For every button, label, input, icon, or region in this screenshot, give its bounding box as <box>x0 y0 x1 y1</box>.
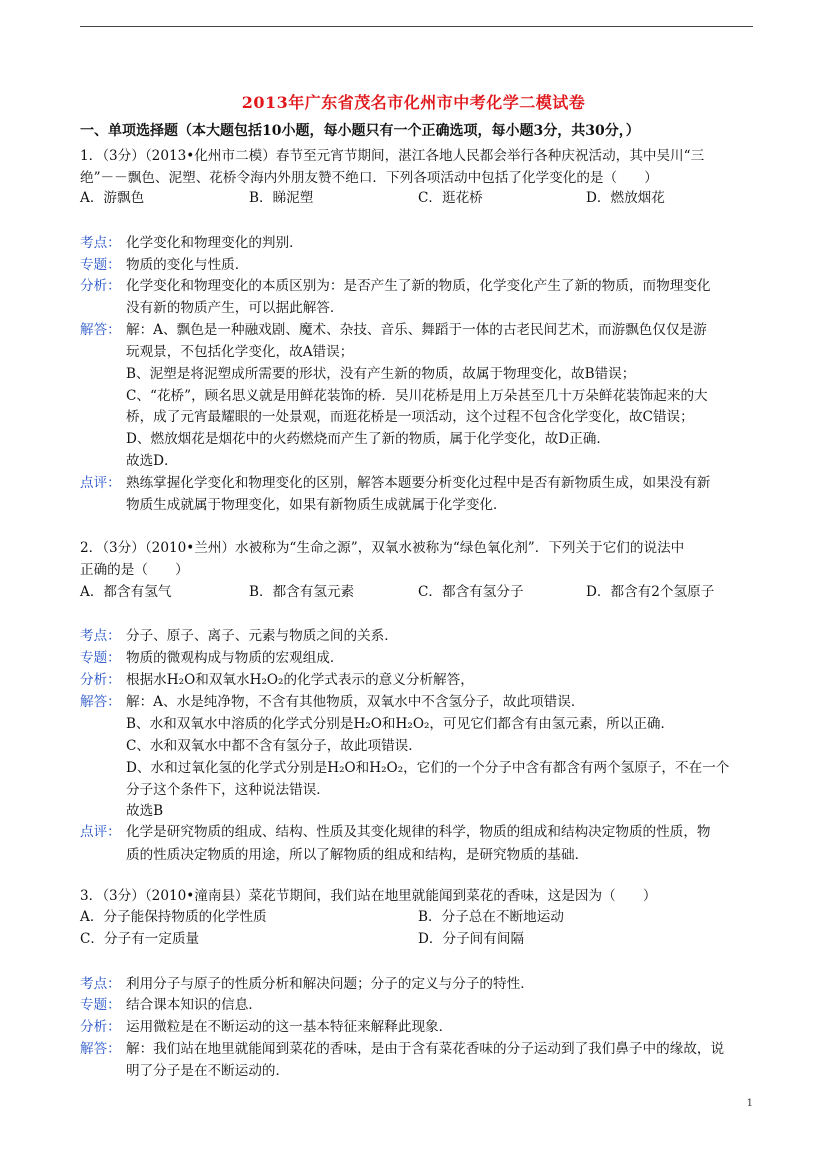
q1-option-d: D．燃放烟花 <box>586 190 665 206</box>
q1-stem-line: 1．（3分）（2013•化州市二模）春节至元宵节期间，湛江各地人民都会举行各种庆祝活动，其中吴川“三 <box>80 148 705 164</box>
q2-option-d: D．都含有2个氢原子 <box>586 584 715 600</box>
q1-option-a: A．游飘色 <box>80 190 145 206</box>
q3-option-d: D．分子间有间隔 <box>418 931 525 947</box>
q2-jieda-line: C、水和双氧水中都不含有氢分子，故此项错误． <box>126 738 422 754</box>
q1-option-b: B．睇泥塑 <box>249 190 314 206</box>
q2-option-c: C．都含有氢分子 <box>418 584 524 600</box>
q2-zhuanti: 物质的微观构成与物质的宏观组成． <box>126 650 344 666</box>
q1-dianping-line: 物质生成就属于物理变化，如果有新物质生成就属于化学变化． <box>126 497 507 513</box>
q1-jieda-label: 解答： <box>80 322 121 338</box>
section-heading: 一、单项选择题（本大题包括10小题，每小题只有一个正确选项，每小题3分，共30分，） <box>80 123 640 139</box>
q3-option-b: B．分子总在不断地运动 <box>418 909 564 925</box>
q2-fenxi-label: 分析： <box>80 672 121 688</box>
q2-fenxi: 根据水H₂O和双氧水H₂O₂的化学式表示的意义分析解答， <box>126 672 474 688</box>
q2-jieda-line: 故选B <box>126 803 164 819</box>
q2-stem-line: 正确的是（ ） <box>80 562 189 578</box>
q1-jieda-line: C、“花桥”，顾名思义就是用鲜花装饰的桥．吴川花桥是用上万朵甚至几十万朵鲜花装饰起来的大 <box>126 388 708 404</box>
q2-option-b: B．都含有氢元素 <box>249 584 355 600</box>
q2-jieda-line: B、水和双氧水中溶质的化学式分别是H₂O和H₂O₂，可见它们都含有由氢元素，所以正确． <box>126 716 675 732</box>
q3-zhuanti-label: 专题： <box>80 997 121 1013</box>
q2-jieda-line: D、水和过氧化氢的化学式分别是H₂O和H₂O₂，它们的一个分子中含有都含有两个氢原子，不在一个 <box>126 760 730 776</box>
q2-kaodian-label: 考点： <box>80 628 121 644</box>
page-number: 1 <box>746 1098 753 1109</box>
q1-jieda-line: 玩观景，不包括化学变化，故A错误； <box>126 344 354 360</box>
q2-jieda-line: 解：A、水是纯净物，不含有其他物质，双氧水中不含氢分子，故此项错误． <box>126 694 585 710</box>
page-title: 2013年广东省茂名市化州市中考化学二模试卷 <box>241 93 586 112</box>
q3-option-c: C．分子有一定质量 <box>80 931 200 947</box>
q2-dianping-label: 点评： <box>80 824 121 840</box>
q3-fenxi: 运用微粒是在不断运动的这一基本特征来解释此现象． <box>126 1019 453 1035</box>
q1-option-c: C．逛花桥 <box>418 190 483 206</box>
q1-jieda-line: 故选D． <box>126 453 178 469</box>
q2-kaodian: 分子、原子、离子、元素与物质之间的关系． <box>126 628 398 644</box>
q1-fenxi-line: 没有新的物质产生，可以据此解答． <box>126 300 344 316</box>
q3-kaodian: 利用分子与原子的性质分析和解决问题；分子的定义与分子的特性． <box>126 976 534 992</box>
q3-jieda-line: 解：我们站在地里就能闻到菜花的香味，是由于含有菜花香味的分子运动到了我们鼻子中的缘故，说 <box>126 1041 725 1057</box>
q1-jieda-line: 解：A、飘色是一种融戏剧、魔术、杂技、音乐、舞蹈于一体的古老民间艺术，而游飘色仅仅是游 <box>126 322 707 338</box>
q1-zhuanti: 物质的变化与性质． <box>126 257 249 273</box>
q3-option-a: A．分子能保持物质的化学性质 <box>80 909 267 925</box>
q3-kaodian-label: 考点： <box>80 976 121 992</box>
q1-jieda-line: D、燃放烟花是烟花中的火药燃烧而产生了新的物质，属于化学变化，故D正确． <box>126 431 610 447</box>
q1-fenxi-line: 化学变化和物理变化的本质区别为：是否产生了新的物质，化学变化产生了新的物质，而物理变化 <box>126 278 711 294</box>
q1-kaodian: 化学变化和物理变化的判别． <box>126 235 303 251</box>
q2-jieda-line: 分子这个条件下，这种说法错误． <box>126 782 330 798</box>
q2-dianping-line: 质的性质决定物质的用途，所以了解物质的组成和结构，是研究物质的基础． <box>126 847 589 863</box>
q1-dianping-label: 点评： <box>80 475 121 491</box>
q1-fenxi-label: 分析： <box>80 278 121 294</box>
q3-fenxi-label: 分析： <box>80 1019 121 1035</box>
q1-zhuanti-label: 专题： <box>80 257 121 273</box>
q2-option-a: A．都含有氢气 <box>80 584 172 600</box>
q1-kaodian-label: 考点： <box>80 235 121 251</box>
header-rule <box>80 26 753 27</box>
q3-jieda-line: 明了分子是在不断运动的． <box>126 1063 290 1079</box>
q1-dianping-line: 熟练掌握化学变化和物理变化的区别，解答本题要分析变化过程中是否有新物质生成，如果没有新 <box>126 475 711 491</box>
q3-stem: 3．（3分）（2010•潼南县）菜花节期间，我们站在地里就能闻到菜花的香味，这是因为（ ） <box>80 888 657 904</box>
q1-jieda-line: 桥，成了元宵最耀眼的一处景观，而逛花桥是一项活动，这个过程不包含化学变化，故C错误； <box>126 409 694 425</box>
q2-jieda-label: 解答： <box>80 694 121 710</box>
q3-jieda-label: 解答： <box>80 1041 121 1057</box>
q2-zhuanti-label: 专题： <box>80 650 121 666</box>
q3-zhuanti: 结合课本知识的信息． <box>126 997 262 1013</box>
q2-stem-line: 2．（3分）（2010•兰州）水被称为“生命之源”，双氧水被称为“绿色氧化剂”．下列关于它们的说法中 <box>80 540 685 556</box>
q1-stem-line: 绝”－－飘色、泥塑、花桥令海内外朋友赞不绝口．下列各项活动中包括了化学变化的是（ ） <box>80 170 658 186</box>
q1-jieda-line: B、泥塑是将泥塑成所需要的形状，没有产生新的物质，故属于物理变化，故B错误； <box>126 366 636 382</box>
q2-dianping-line: 化学是研究物质的组成、结构、性质及其变化规律的科学，物质的组成和结构决定物质的性质，物 <box>126 824 711 840</box>
